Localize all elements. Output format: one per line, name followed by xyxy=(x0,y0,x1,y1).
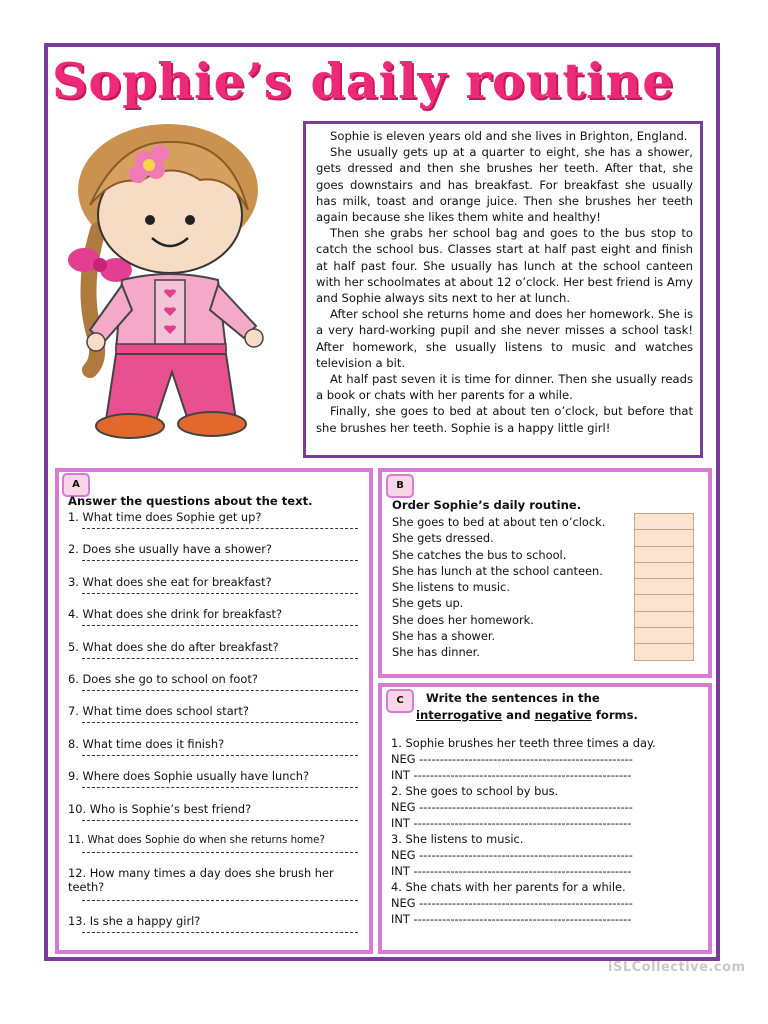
story-paragraph: Then she grabs her school bag and goes to the bus stop to catch the school bus. Classes start at half past eight and finish at half past four. She usually has lunch at the school canteen with her schoolmates at about 12 o’clock. Her best friend is Amy and Sophie always sits next to her at lunch. xyxy=(316,226,693,306)
answer-line[interactable] xyxy=(82,820,358,821)
question-item xyxy=(68,802,364,834)
answer-line[interactable] xyxy=(82,722,358,723)
routine-item: She does her homework. xyxy=(392,612,534,627)
negative-word: negative xyxy=(534,708,592,722)
routine-item: She has lunch at the school canteen. xyxy=(392,563,603,578)
question-item xyxy=(68,607,364,639)
story-text xyxy=(303,121,703,458)
question-text: 11. What does Sophie do when she returns home? xyxy=(68,834,325,846)
section-a-heading: Answer the questions about the text. xyxy=(68,494,313,508)
interrogative-word: interrogative xyxy=(416,708,503,722)
routine-item: She goes to bed at about ten o’clock. xyxy=(392,515,606,529)
question-item xyxy=(68,542,364,574)
routine-item: She has dinner. xyxy=(392,645,480,660)
routine-item: She gets dressed. xyxy=(392,531,494,546)
sentence-prompt: 1. Sophie brushes her teeth three times a day. xyxy=(391,736,656,750)
answer-line[interactable] xyxy=(82,625,358,626)
routine-list xyxy=(392,514,605,661)
question-item xyxy=(68,672,364,704)
question-item xyxy=(68,575,364,607)
question-text: 9. Where does Sophie usually have lunch? xyxy=(68,769,309,784)
question-text: 8. What time does it finish? xyxy=(68,736,225,751)
order-answer-cell[interactable] xyxy=(634,546,694,563)
order-answer-cell[interactable] xyxy=(634,594,694,611)
answer-line[interactable] xyxy=(82,787,358,788)
question-list xyxy=(68,510,364,947)
question-text: 12. How many times a day does she brush her teeth? xyxy=(68,866,334,895)
order-answer-cell[interactable] xyxy=(634,643,694,660)
answer-line[interactable] xyxy=(82,593,358,594)
order-answer-cell[interactable] xyxy=(634,611,694,628)
question-text: 7. What time does school start? xyxy=(68,704,249,719)
section-c-heading-line1: Write the sentences in the xyxy=(426,691,600,705)
question-item xyxy=(68,866,364,914)
answer-line[interactable] xyxy=(82,690,358,691)
routine-item: She listens to music. xyxy=(392,580,510,595)
sophie-illustration xyxy=(60,120,280,455)
order-answer-cell[interactable] xyxy=(634,578,694,595)
section-b-heading: Order Sophie’s daily routine. xyxy=(392,498,582,512)
question-text: 3. What does she eat for breakfast? xyxy=(68,574,272,589)
answer-line[interactable] xyxy=(82,900,358,901)
question-item xyxy=(68,914,364,946)
question-item xyxy=(68,737,364,769)
neg-answer-line[interactable]: NEG ---------------------------------------------------- xyxy=(391,848,633,862)
watermark: iSLCollective.com xyxy=(608,960,746,975)
story-paragraph: Sophie is eleven years old and she lives in Brighton, England. xyxy=(330,129,688,143)
question-item xyxy=(68,704,364,736)
question-item xyxy=(68,834,364,866)
section-a-tag: A xyxy=(62,473,90,497)
neg-answer-line[interactable]: NEG ---------------------------------------------------- xyxy=(391,800,633,814)
question-item xyxy=(68,769,364,801)
section-c-heading xyxy=(388,690,704,724)
question-text: 6. Does she go to school on foot? xyxy=(68,671,258,686)
section-b-tag: B xyxy=(386,474,414,498)
question-text: 2. Does she usually have a shower? xyxy=(68,542,272,557)
order-answer-cell[interactable] xyxy=(634,513,694,530)
story-paragraph: Finally, she goes to bed at about ten o’clock, but before that she brushes her teeth. Sophie is a happy little girl! xyxy=(316,404,693,435)
story-paragraph: At half past seven it is time for dinner. Then she usually reads a book or chats with her parents for a while. xyxy=(316,372,693,403)
answer-line[interactable] xyxy=(82,560,358,561)
sentence-prompt: 3. She listens to music. xyxy=(391,832,524,846)
routine-item: She has a shower. xyxy=(392,629,496,644)
order-answer-cell[interactable] xyxy=(634,562,694,579)
question-text: 4. What does she drink for breakfast? xyxy=(68,607,283,622)
sentence-prompt: 2. She goes to school by bus. xyxy=(391,784,559,798)
answer-line[interactable] xyxy=(82,528,358,529)
order-answer-cell[interactable] xyxy=(634,627,694,644)
section-c-tag: C xyxy=(386,689,414,713)
int-answer-line[interactable]: INT ----------------------------------------------------- xyxy=(391,912,632,926)
page-title: Sophie’s daily routine xyxy=(52,52,675,110)
int-answer-line[interactable]: INT ----------------------------------------------------- xyxy=(391,864,632,878)
order-answer-grid xyxy=(634,514,694,661)
answer-line[interactable] xyxy=(82,658,358,659)
question-text: 1. What time does Sophie get up? xyxy=(68,510,262,524)
int-answer-line[interactable]: INT ----------------------------------------------------- xyxy=(391,768,632,782)
answer-line[interactable] xyxy=(82,755,358,756)
section-c-heading-line2 xyxy=(388,707,704,724)
neg-answer-line[interactable]: NEG ---------------------------------------------------- xyxy=(391,752,633,766)
answer-line[interactable] xyxy=(82,932,358,933)
question-text: 13. Is she a happy girl? xyxy=(68,914,201,929)
routine-item: She gets up. xyxy=(392,596,464,611)
question-text: 5. What does she do after breakfast? xyxy=(68,639,279,654)
answer-line[interactable] xyxy=(82,852,358,853)
and-word: and xyxy=(506,708,531,722)
forms-word: forms. xyxy=(595,708,638,722)
story-paragraph: After school she returns home and does her homework. She is a very hard-working pupil and she never misses a school task! After homework, she usually listens to music and watches television a bit. xyxy=(316,307,693,370)
question-item xyxy=(68,510,364,542)
order-answer-cell[interactable] xyxy=(634,529,694,546)
story-paragraph: She usually gets up at a quarter to eight, she has a shower, gets dressed and then she brushes her teeth. After that, she goes downstairs and has breakfast. For breakfast she usually has milk, toast and orange juice. Then she brushes her teeth again because she likes them white and healthy! xyxy=(316,145,693,225)
routine-item: She catches the bus to school. xyxy=(392,547,567,562)
sentence-prompt: 4. She chats with her parents for a while. xyxy=(391,880,626,894)
question-item xyxy=(68,640,364,672)
int-answer-line[interactable]: INT ----------------------------------------------------- xyxy=(391,816,632,830)
neg-answer-line[interactable]: NEG ---------------------------------------------------- xyxy=(391,896,633,910)
question-text: 10. Who is Sophie’s best friend? xyxy=(68,801,252,816)
transform-list xyxy=(391,735,703,927)
